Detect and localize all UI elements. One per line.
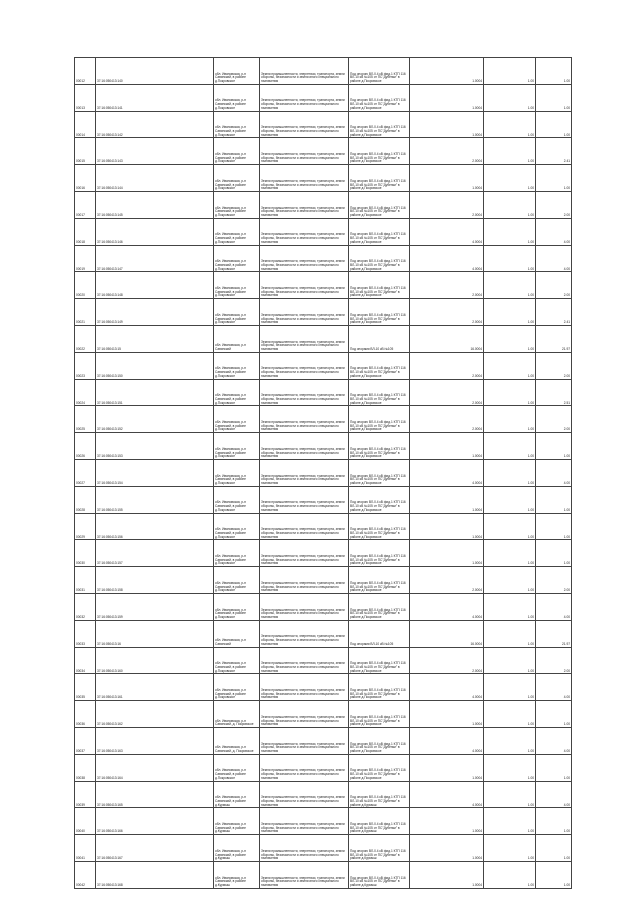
plot-address: обл. Ивановская, р-н Савинский, в районе д.Курмыш	[214, 835, 260, 862]
row-number: 00024	[75, 379, 96, 406]
land-category: Земли промышленности, энергетики, транспорта, земли обороны, безопасности и земли иного специального назначения	[260, 379, 349, 406]
total-value: 21.97	[536, 325, 572, 352]
total-value: 2.00	[536, 352, 572, 379]
plot-address: обл. Ивановская, р-н Савинский, в районе д.Покровское	[214, 406, 260, 433]
land-plots-table	[74, 57, 572, 889]
unit-price: 1.00	[484, 165, 536, 192]
plot-location: Под опорою ВЛ-0.4 кВ фид.1 КТП 116 ВЛ-10 кВ №105 от ПС"Дубенки" в районе д.Покровское	[349, 727, 410, 754]
plot-address: обл. Ивановская, р-н Савинский, в районе д.Покровское	[214, 191, 260, 218]
plot-location: Под опорою ВЛ-0.4 кВ фид.1 КТП 116 ВЛ-10 кВ №105 от ПС"Дубенки" в районе д.Курмыш	[349, 808, 410, 835]
cadastral-number: 37:16:050413:142	[96, 111, 214, 138]
plot-area: 1.0004	[410, 540, 484, 567]
land-category: Земли промышленности, энергетики, транспорта, земли обороны, безопасности и земли иного специального назначения	[260, 218, 349, 245]
total-value: 2.00	[536, 567, 572, 594]
table-row	[75, 165, 572, 192]
plot-location: Под опорою ВЛ-0.4 кВ фид.1 КТП 116 ВЛ-10 кВ №105 от ПС"Дубенки" в районе д.Покровское	[349, 567, 410, 594]
table-row	[75, 245, 572, 272]
land-category: Земли промышленности, энергетики, транспорта, земли обороны, безопасности и земли иного специального назначения	[260, 272, 349, 299]
plot-location: Под опорою ВЛ-0.4 кВ фид.1 КТП 116 ВЛ-10 кВ №105 от ПС"Дубенки" в районе д.Покровское	[349, 754, 410, 781]
unit-price: 1.00	[484, 540, 536, 567]
plot-location: Под опорою ВЛ-0.4 кВ фид.1 КТП 116 ВЛ-10 кВ №105 от ПС"Дубенки" в районе д.Покровское	[349, 406, 410, 433]
plot-area: 1.0004	[410, 701, 484, 728]
plot-location: Под опорою ВЛ-0.4 кВ фид.1 КТП 116 ВЛ-10 кВ №105 от ПС"Дубенки" в районе д.Покровское	[349, 352, 410, 379]
table-row	[75, 808, 572, 835]
row-number: 00026	[75, 433, 96, 460]
plot-location: Под опорою ВЛ-0.4 кВ фид.1 КТП 116 ВЛ-10 кВ №105 от ПС"Дубенки" в районе д.Покровское	[349, 540, 410, 567]
plot-address: обл. Ивановская, р-н Савинский, в районе д.Курмыш	[214, 861, 260, 888]
table-row	[75, 84, 572, 111]
plot-location: Под опорою ВЛ-0.4 кВ фид.1 КТП 116 ВЛ-10 кВ №105 от ПС"Дубенки" в районе д.Покровское	[349, 272, 410, 299]
cadastral-number: 37:16:050413:165	[96, 781, 214, 808]
plot-area: 1.0004	[410, 433, 484, 460]
unit-price: 1.00	[484, 486, 536, 513]
unit-price: 1.00	[484, 459, 536, 486]
cadastral-number: 37:16:050413:151	[96, 379, 214, 406]
plot-location: Под опорою ВЛ-0.4 кВ фид.1 КТП 116 ВЛ-10 кВ №105 от ПС"Дубенки" в районе д.Покровское	[349, 593, 410, 620]
land-category: Земли промышленности, энергетики, транспорта, земли обороны, безопасности и земли иного специального назначения	[260, 58, 349, 85]
row-number: 00018	[75, 218, 96, 245]
unit-price: 1.00	[484, 513, 536, 540]
table-row	[75, 701, 572, 728]
row-number: 00036	[75, 701, 96, 728]
land-category: Земли промышленности, энергетики, транспорта, земли обороны, безопасности и земли иного специального назначения	[260, 781, 349, 808]
cadastral-number: 37:16:050413:168	[96, 861, 214, 888]
unit-price: 1.00	[484, 754, 536, 781]
table-row	[75, 781, 572, 808]
total-value: 1.00	[536, 433, 572, 460]
cadastral-number: 37:16:050413:15	[96, 325, 214, 352]
plot-location: Под опорою ВЛ-0.4 кВ фид.1 КТП 116 ВЛ-10 кВ №105 от ПС"Дубенки" в районе д.Покровское	[349, 245, 410, 272]
cadastral-number: 37:16:050413:156	[96, 513, 214, 540]
total-value: 2.00	[536, 406, 572, 433]
total-value: 1.00	[536, 111, 572, 138]
plot-address: обл. Ивановская, р-н Савинский, в районе д.Покровское	[214, 58, 260, 85]
plot-address: обл. Ивановская, р-н Савинский, в районе д.Покровское	[214, 165, 260, 192]
plot-address: обл. Ивановская, р-н Савинский, в районе д.Курмыш	[214, 781, 260, 808]
total-value: 2.00	[536, 272, 572, 299]
row-number: 00028	[75, 486, 96, 513]
row-number: 00031	[75, 567, 96, 594]
cadastral-number: 37:16:050413:162	[96, 701, 214, 728]
table-row	[75, 272, 572, 299]
unit-price: 1.00	[484, 781, 536, 808]
cadastral-number: 37:16:050413:155	[96, 486, 214, 513]
total-value: 1.00	[536, 84, 572, 111]
unit-price: 1.00	[484, 727, 536, 754]
plot-address: обл. Ивановская, р-н Савинский, д. Покровское	[214, 727, 260, 754]
plot-address: обл. Ивановская, р-н Савинский, в районе д.Покровское	[214, 299, 260, 326]
row-number: 00016	[75, 165, 96, 192]
cadastral-number: 37:16:050413:150	[96, 352, 214, 379]
row-number: 00042	[75, 861, 96, 888]
row-number: 00014	[75, 111, 96, 138]
plot-area: 2.0004	[410, 379, 484, 406]
unit-price: 1.00	[484, 299, 536, 326]
total-value: 1.00	[536, 540, 572, 567]
land-category: Земли промышленности, энергетики, транспорта, земли обороны, безопасности и земли иного специального назначения	[260, 727, 349, 754]
unit-price: 1.00	[484, 701, 536, 728]
cadastral-number: 37:16:050413:161	[96, 674, 214, 701]
table-row	[75, 540, 572, 567]
total-value: 1.00	[536, 808, 572, 835]
plot-location: Под опорою ВЛ-0.4 кВ фид.1 КТП 116 ВЛ-10 кВ №105 от ПС"Дубенки" в районе д.Курмыш	[349, 781, 410, 808]
row-number: 00013	[75, 84, 96, 111]
plot-area: 1.0004	[410, 165, 484, 192]
land-category: Земли промышленности, энергетики, транспорта, земли обороны, безопасности и земли иного специального назначения	[260, 459, 349, 486]
plot-area: 4.0004	[410, 245, 484, 272]
unit-price: 1.00	[484, 620, 536, 647]
row-number: 00027	[75, 459, 96, 486]
plot-area: 1.0004	[410, 84, 484, 111]
land-category: Земли промышленности, энергетики, транспорта, земли обороны, безопасности и земли иного специального назначения	[260, 111, 349, 138]
table-row	[75, 299, 572, 326]
plot-address: обл. Ивановская, р-н Савинский, в районе д.Покровское	[214, 486, 260, 513]
land-category: Земли промышленности, энергетики, транспорта, земли обороны, безопасности и земли иного специального назначения	[260, 567, 349, 594]
unit-price: 1.00	[484, 433, 536, 460]
plot-location: Под опорою ВЛ-0.4 кВ фид.1 КТП 116 ВЛ-10 кВ №105 от ПС"Дубенки" в районе д.Покровское	[349, 299, 410, 326]
plot-location: Под опорою ВЛ-0.4 кВ фид.1 КТП 116 ВЛ-10 кВ №105 от ПС"Дубенки" в районе д.Покровское	[349, 513, 410, 540]
plot-area: 1.0004	[410, 754, 484, 781]
unit-price: 1.00	[484, 567, 536, 594]
table-row	[75, 325, 572, 352]
table-row	[75, 486, 572, 513]
plot-address: обл. Ивановская, р-н Савинский	[214, 325, 260, 352]
unit-price: 1.00	[484, 58, 536, 85]
total-value: 2.41	[536, 299, 572, 326]
plot-address: обл. Ивановская, р-н Савинский, в районе д.Покровское	[214, 433, 260, 460]
row-number: 00022	[75, 325, 96, 352]
table-row	[75, 406, 572, 433]
row-number: 00029	[75, 513, 96, 540]
land-category: Земли промышленности, энергетики, транспорта, земли обороны, безопасности и земли иного специального назначения	[260, 191, 349, 218]
cadastral-number: 37:16:050413:164	[96, 754, 214, 781]
total-value: 1.00	[536, 58, 572, 85]
cadastral-number: 37:16:050413:147	[96, 245, 214, 272]
plot-area: 2.0004	[410, 647, 484, 674]
unit-price: 1.00	[484, 406, 536, 433]
unit-price: 1.00	[484, 245, 536, 272]
land-category: Земли промышленности, энергетики, транспорта, земли обороны, безопасности и земли иного специального назначения	[260, 754, 349, 781]
total-value: 2.00	[536, 647, 572, 674]
cadastral-number: 37:16:050413:163	[96, 727, 214, 754]
total-value: 21.97	[536, 620, 572, 647]
plot-area: 2.0004	[410, 352, 484, 379]
cadastral-number: 37:16:050413:143	[96, 138, 214, 165]
plot-location: Под опорою ВЛ-0.4 кВ фид.1 КТП 116 ВЛ-10 кВ №105 от ПС"Дубенки" в районе д.Покровское	[349, 674, 410, 701]
table-row	[75, 111, 572, 138]
land-category: Земли промышленности, энергетики, транспорта, земли обороны, безопасности и земли иного специального назначения	[260, 138, 349, 165]
row-number: 00039	[75, 781, 96, 808]
cadastral-number: 37:16:050413:158	[96, 567, 214, 594]
land-category: Земли промышленности, энергетики, транспорта, земли обороны, безопасности и земли иного специального назначения	[260, 620, 349, 647]
land-category: Земли промышленности, энергетики, транспорта, земли обороны, безопасности и земли иного специального назначения	[260, 701, 349, 728]
row-number: 00037	[75, 727, 96, 754]
plot-address: обл. Ивановская, р-н Савинский, в районе д.Покровское	[214, 138, 260, 165]
table-row	[75, 138, 572, 165]
table-row	[75, 647, 572, 674]
plot-location: Под опорою ВЛ-0.4 кВ фид.1 КТП 116 ВЛ-10 кВ №105 от ПС"Дубенки" в районе д.Покровское	[349, 58, 410, 85]
land-category: Земли промышленности, энергетики, транспорта, земли обороны, безопасности и земли иного специального назначения	[260, 861, 349, 888]
land-category: Земли промышленности, энергетики, транспорта, земли обороны, безопасности и земли иного специального назначения	[260, 513, 349, 540]
land-category: Земли промышленности, энергетики, транспорта, земли обороны, безопасности и земли иного специального назначения	[260, 299, 349, 326]
plot-area: 1.0004	[410, 513, 484, 540]
land-category: Земли промышленности, энергетики, транспорта, земли обороны, безопасности и земли иного специального назначения	[260, 406, 349, 433]
table-row	[75, 513, 572, 540]
plot-area: 1.0004	[410, 808, 484, 835]
table-row	[75, 433, 572, 460]
plot-address: обл. Ивановская, р-н Савинский, в районе д.Покровское	[214, 379, 260, 406]
land-category: Земли промышленности, энергетики, транспорта, земли обороны, безопасности и земли иного специального назначения	[260, 84, 349, 111]
cadastral-number: 37:16:050413:141	[96, 84, 214, 111]
row-number: 00032	[75, 593, 96, 620]
total-value: 1.00	[536, 835, 572, 862]
land-category: Земли промышленности, энергетики, транспорта, земли обороны, безопасности и земли иного специального назначения	[260, 674, 349, 701]
land-category: Земли промышленности, энергетики, транспорта, земли обороны, безопасности и земли иного специального назначения	[260, 245, 349, 272]
plot-address: обл. Ивановская, р-н Савинский, в районе д.Покровское	[214, 84, 260, 111]
unit-price: 1.00	[484, 835, 536, 862]
plot-address: обл. Ивановская, р-н Савинский, в районе д.Покровское	[214, 459, 260, 486]
plot-area: 2.0004	[410, 299, 484, 326]
plot-area: 4.0004	[410, 593, 484, 620]
plot-address: обл. Ивановская, р-н Савинский, в районе д.Покровское	[214, 245, 260, 272]
row-number: 00041	[75, 835, 96, 862]
unit-price: 1.00	[484, 861, 536, 888]
plot-location: Под опорою ВЛ-0.4 кВ фид.1 КТП 116 ВЛ-10 кВ №105 от ПС"Дубенки" в районе д.Покровское	[349, 379, 410, 406]
plot-area: 1.0004	[410, 861, 484, 888]
plot-location: Под опорою ВЛ-0.4 кВ фид.1 КТП 116 ВЛ-10 кВ №105 от ПС"Дубенки" в районе д.Покровское	[349, 138, 410, 165]
plot-area: 4.0004	[410, 781, 484, 808]
table-row	[75, 191, 572, 218]
unit-price: 1.00	[484, 674, 536, 701]
total-value: 4.00	[536, 727, 572, 754]
plot-location: Под опорами ВЛ-10 кВ №105	[349, 620, 410, 647]
table-row	[75, 727, 572, 754]
plot-area: 4.0004	[410, 727, 484, 754]
plot-area: 4.0004	[410, 459, 484, 486]
row-number: 00040	[75, 808, 96, 835]
land-category: Земли промышленности, энергетики, транспорта, земли обороны, безопасности и земли иного специального назначения	[260, 352, 349, 379]
plot-location: Под опорою ВЛ-0.4 кВ фид.1 КТП 116 ВЛ-10 кВ №105 от ПС"Дубенки" в районе д.Покровское	[349, 433, 410, 460]
table-row	[75, 835, 572, 862]
table-row	[75, 754, 572, 781]
unit-price: 1.00	[484, 325, 536, 352]
unit-price: 1.00	[484, 593, 536, 620]
plot-address: обл. Ивановская, р-н Савинский, в районе д.Покровское	[214, 352, 260, 379]
land-category: Земли промышленности, энергетики, транспорта, земли обороны, безопасности и земли иного специального назначения	[260, 647, 349, 674]
cadastral-number: 37:16:050413:159	[96, 593, 214, 620]
total-value: 2.00	[536, 191, 572, 218]
row-number: 00012	[75, 58, 96, 85]
total-value: 4.00	[536, 459, 572, 486]
plot-area: 4.0004	[410, 674, 484, 701]
land-category: Земли промышленности, энергетики, транспорта, земли обороны, безопасности и земли иного специального назначения	[260, 835, 349, 862]
row-number: 00020	[75, 272, 96, 299]
plot-location: Под опорою ВЛ-0.4 кВ фид.1 КТП 116 ВЛ-10 кВ №105 от ПС"Дубенки" в районе д.Покровское	[349, 218, 410, 245]
total-value: 1.00	[536, 513, 572, 540]
row-number: 00030	[75, 540, 96, 567]
table-row	[75, 674, 572, 701]
plot-location: Под опорою ВЛ-0.4 кВ фид.1 КТП 116 ВЛ-10 кВ №105 от ПС"Дубенки" в районе д.Покровское	[349, 84, 410, 111]
plot-area: 2.0004	[410, 567, 484, 594]
plot-location: Под опорою ВЛ-0.4 кВ фид.1 КТП 116 ВЛ-10 кВ №105 от ПС"Дубенки" в районе д.Курмыш	[349, 835, 410, 862]
plot-area: 2.0004	[410, 272, 484, 299]
total-value: 2.41	[536, 138, 572, 165]
plot-area: 16.0004	[410, 620, 484, 647]
plot-location: Под опорою ВЛ-0.4 кВ фид.1 КТП 116 ВЛ-10 кВ №105 от ПС"Дубенки" в районе д.Покровское	[349, 701, 410, 728]
row-number: 00038	[75, 754, 96, 781]
plot-location: Под опорою ВЛ-0.4 кВ фид.1 КТП 116 ВЛ-10 кВ №105 от ПС"Дубенки" в районе д.Покровское	[349, 165, 410, 192]
total-value: 2.51	[536, 379, 572, 406]
plot-area: 1.0004	[410, 486, 484, 513]
cadastral-number: 37:16:050413:149	[96, 299, 214, 326]
plot-area: 1.0004	[410, 58, 484, 85]
table-body	[75, 58, 572, 889]
total-value: 1.00	[536, 754, 572, 781]
plot-address: обл. Ивановская, р-н Савинский, д. Покровское	[214, 701, 260, 728]
row-number: 00015	[75, 138, 96, 165]
total-value: 4.00	[536, 781, 572, 808]
row-number: 00019	[75, 245, 96, 272]
land-category: Земли промышленности, энергетики, транспорта, земли обороны, безопасности и земли иного специального назначения	[260, 433, 349, 460]
land-category: Земли промышленности, энергетики, транспорта, земли обороны, безопасности и земли иного специального назначения	[260, 165, 349, 192]
cadastral-number: 37:16:050413:144	[96, 165, 214, 192]
plot-address: обл. Ивановская, р-н Савинский, в районе д.Покровское	[214, 674, 260, 701]
plot-area: 2.0004	[410, 138, 484, 165]
cadastral-number: 37:16:050413:160	[96, 647, 214, 674]
total-value: 1.00	[536, 486, 572, 513]
plot-location: Под опорою ВЛ-0.4 кВ фид.1 КТП 116 ВЛ-10 кВ №105 от ПС"Дубенки" в районе д.Курмыш	[349, 861, 410, 888]
table-row	[75, 593, 572, 620]
unit-price: 1.00	[484, 808, 536, 835]
unit-price: 1.00	[484, 191, 536, 218]
plot-area: 4.0004	[410, 218, 484, 245]
row-number: 00021	[75, 299, 96, 326]
row-number: 00035	[75, 674, 96, 701]
plot-location: Под опорою ВЛ-0.4 кВ фид.1 КТП 116 ВЛ-10 кВ №105 от ПС"Дубенки" в районе д.Покровское	[349, 191, 410, 218]
table-row	[75, 620, 572, 647]
plot-address: обл. Ивановская, р-н Савинский, в районе д.Покровское	[214, 272, 260, 299]
unit-price: 1.00	[484, 111, 536, 138]
land-category: Земли промышленности, энергетики, транспорта, земли обороны, безопасности и земли иного специального назначения	[260, 593, 349, 620]
cadastral-number: 37:16:050413:145	[96, 191, 214, 218]
plot-address: обл. Ивановская, р-н Савинский, в районе д.Покровское	[214, 567, 260, 594]
cadastral-number: 37:16:050413:157	[96, 540, 214, 567]
total-value: 4.00	[536, 218, 572, 245]
table-row	[75, 218, 572, 245]
unit-price: 1.00	[484, 352, 536, 379]
total-value: 4.00	[536, 593, 572, 620]
plot-address: обл. Ивановская, р-н Савинский, в районе д.Покровское	[214, 111, 260, 138]
plot-address: обл. Ивановская, р-н Савинский, в районе д.Покровское	[214, 218, 260, 245]
total-value: 4.00	[536, 674, 572, 701]
total-value: 1.00	[536, 701, 572, 728]
plot-address: обл. Ивановская, р-н Савинский, в районе д.Покровское	[214, 540, 260, 567]
plot-address: обл. Ивановская, р-н Савинский	[214, 620, 260, 647]
unit-price: 1.00	[484, 272, 536, 299]
plot-location: Под опорою ВЛ-0.4 кВ фид.1 КТП 116 ВЛ-10 кВ №105 от ПС"Дубенки" в районе д.Покровское	[349, 647, 410, 674]
total-value: 4.00	[536, 245, 572, 272]
plot-address: обл. Ивановская, р-н Савинский, в районе д.Покровское	[214, 647, 260, 674]
cadastral-number: 37:16:050413:16	[96, 620, 214, 647]
land-category: Земли промышленности, энергетики, транспорта, земли обороны, безопасности и земли иного специального назначения	[260, 325, 349, 352]
table-row	[75, 58, 572, 85]
land-category: Земли промышленности, энергетики, транспорта, земли обороны, безопасности и земли иного специального назначения	[260, 486, 349, 513]
land-category: Земли промышленности, энергетики, транспорта, земли обороны, безопасности и земли иного специального назначения	[260, 540, 349, 567]
plot-location: Под опорою ВЛ-0.4 кВ фид.1 КТП 116 ВЛ-10 кВ №105 от ПС"Дубенки" в районе д.Покровское	[349, 486, 410, 513]
land-category: Земли промышленности, энергетики, транспорта, земли обороны, безопасности и земли иного специального назначения	[260, 808, 349, 835]
row-number: 00033	[75, 620, 96, 647]
table-row	[75, 459, 572, 486]
plot-address: обл. Ивановская, р-н Савинский, в районе д.Покровское	[214, 593, 260, 620]
unit-price: 1.00	[484, 84, 536, 111]
unit-price: 1.00	[484, 647, 536, 674]
unit-price: 1.00	[484, 379, 536, 406]
plot-area: 1.0004	[410, 111, 484, 138]
table-row	[75, 379, 572, 406]
cadastral-number: 37:16:050413:167	[96, 835, 214, 862]
cadastral-number: 37:16:050413:153	[96, 433, 214, 460]
cadastral-number: 37:16:050413:154	[96, 459, 214, 486]
plot-location: Под опорою ВЛ-0.4 кВ фид.1 КТП 116 ВЛ-10 кВ №105 от ПС"Дубенки" в районе д.Покровское	[349, 459, 410, 486]
total-value: 1.00	[536, 861, 572, 888]
row-number: 00025	[75, 406, 96, 433]
cadastral-number: 37:16:050413:166	[96, 808, 214, 835]
plot-area: 2.0004	[410, 191, 484, 218]
unit-price: 1.00	[484, 138, 536, 165]
cadastral-number: 37:16:050413:146	[96, 218, 214, 245]
cadastral-number: 37:16:050413:152	[96, 406, 214, 433]
cadastral-number: 37:16:050413:148	[96, 272, 214, 299]
table-row	[75, 567, 572, 594]
plot-location: Под опорою ВЛ-0.4 кВ фид.1 КТП 116 ВЛ-10 кВ №105 от ПС"Дубенки" в районе д.Покровское	[349, 111, 410, 138]
total-value: 1.00	[536, 165, 572, 192]
plot-address: обл. Ивановская, р-н Савинский, в районе д.Покровское	[214, 754, 260, 781]
plot-location: Под опорами ВЛ-10 кВ №105	[349, 325, 410, 352]
row-number: 00017	[75, 191, 96, 218]
unit-price: 1.00	[484, 218, 536, 245]
plot-area: 16.0004	[410, 325, 484, 352]
table-row	[75, 861, 572, 888]
row-number: 00023	[75, 352, 96, 379]
table-row	[75, 352, 572, 379]
plot-area: 1.0004	[410, 835, 484, 862]
plot-address: обл. Ивановская, р-н Савинский, в районе д.Курмыш	[214, 808, 260, 835]
plot-address: обл. Ивановская, р-н Савинский, в районе д.Покровское	[214, 513, 260, 540]
plot-area: 2.0004	[410, 406, 484, 433]
cadastral-number: 37:16:050413:140	[96, 58, 214, 85]
row-number: 00034	[75, 647, 96, 674]
